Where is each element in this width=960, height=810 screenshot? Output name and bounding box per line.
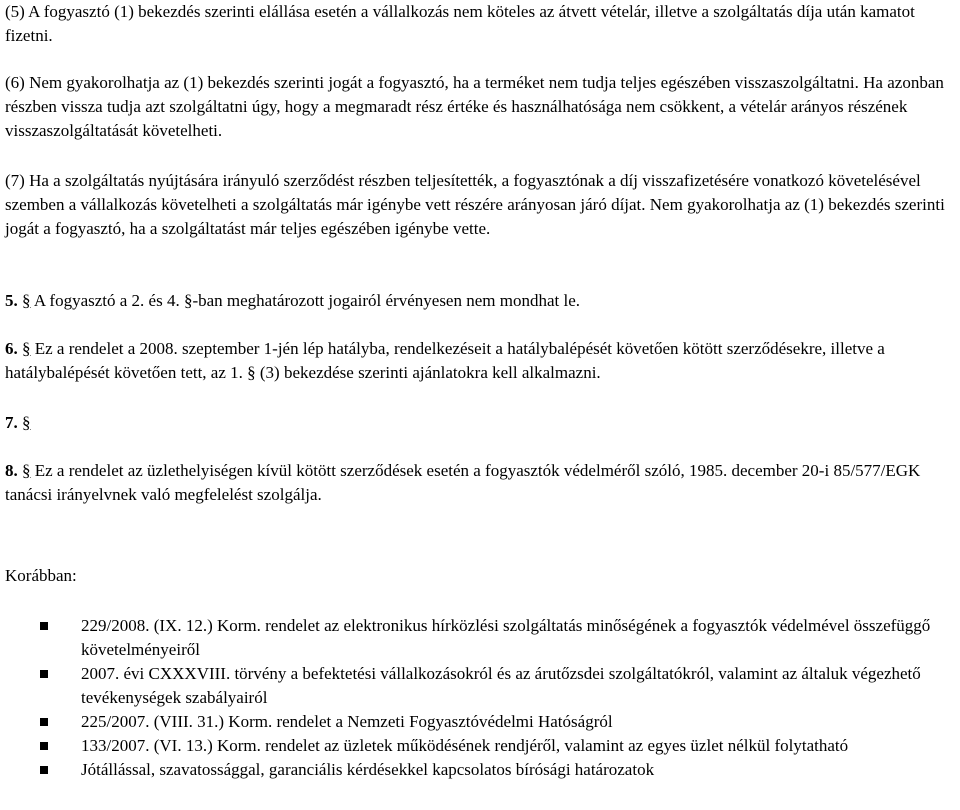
paragraph-6: (6) Nem gyakorolhatja az (1) bekezdés szerinti jogát a fogyasztó, ha a terméket nem tudja teljes egészében visszaszolgáltatni. Ha azonban részben vissza tudja azt szolgáltatni úgy, hogy a megmaradt rész értéke és használhatósága nem csökkent, a vételár arányos részének visszaszolgáltatását követelheti. <box>5 73 944 140</box>
section-5-text: A fogyasztó a 2. és 4. §-ban meghatározott jogairól érvényesen nem mondhat le. <box>33 291 581 310</box>
section-7-number: 7. <box>5 413 18 432</box>
section-6-number: 6. <box>5 339 18 358</box>
paragraph-5: (5) A fogyasztó (1) bekezdés szerinti elállása esetén a vállalkozás nem köteles az átvett vételár, illetve a szolgáltatás díja után kamatot fizetni. <box>5 2 915 45</box>
related-document-link[interactable]: 225/2007. (VIII. 31.) Korm. rendelet a Nemzeti Fogyasztóvédelmi Hatóságról <box>81 712 613 731</box>
related-document-link[interactable]: 2007. évi CXXXVIII. törvény a befektetési vállalkozásokról és az árutőzsdei szolgáltatókról, valamint az általuk végezhető tevékenységek szabályairól <box>81 664 921 707</box>
related-document-item <box>5 734 955 758</box>
related-document-item <box>5 758 955 782</box>
section-7-sign-link[interactable]: § <box>22 413 31 432</box>
related-document-link[interactable]: 229/2008. (IX. 12.) Korm. rendelet az elektronikus hírközlési szolgáltatás minőségének a fogyasztók védelmével összefüggő követelményeiről <box>81 616 931 659</box>
related-document-item <box>5 614 955 662</box>
square-bullet-icon <box>40 766 48 774</box>
section-5-number: 5. <box>5 291 18 310</box>
section-6-text: Ez a rendelet a 2008. szeptember 1-jén lép hatályba, rendelkezéseit a hatálybalépését követően kötött szerződésekre, illetve a hatálybalépését követően tett, az 1. § (3) bekezdése szerinti ajánlatokra kell alkalmazni. <box>5 339 885 382</box>
square-bullet-icon <box>40 670 48 678</box>
section-5 <box>5 289 955 313</box>
korabban-heading: Korábban: <box>5 566 77 585</box>
section-6 <box>5 337 955 385</box>
section-8-sign-link[interactable]: § <box>22 461 31 480</box>
related-document-item <box>5 662 955 710</box>
section-7 <box>5 411 955 435</box>
square-bullet-icon <box>40 718 48 726</box>
square-bullet-icon <box>40 622 48 630</box>
square-bullet-icon <box>40 742 48 750</box>
related-document-link[interactable]: 133/2007. (VI. 13.) Korm. rendelet az üzletek működésének rendjéről, valamint az egyes üzlet nélkül folytatható <box>81 736 849 755</box>
section-8-text: Ez a rendelet az üzlethelyiségen kívül kötött szerződések esetén a fogyasztók védelméről szóló, 1985. december 20-i 85/577/EGK tanácsi irányelvnek való megfelelést szolgálja. <box>5 461 921 504</box>
section-8 <box>5 459 955 507</box>
section-5-sign-link[interactable]: § <box>22 291 31 310</box>
related-document-link[interactable]: Jótállással, szavatossággal, garanciális kérdésekkel kapcsolatos bírósági határozatok <box>81 760 655 779</box>
section-6-sign-link[interactable]: § <box>22 339 31 358</box>
related-document-item <box>5 710 955 734</box>
related-documents-list <box>5 614 955 782</box>
section-8-number: 8. <box>5 461 18 480</box>
paragraph-7: (7) Ha a szolgáltatás nyújtására irányuló szerződést részben teljesítették, a fogyasztónak a díj visszafizetésére vonatkozó követelésével szemben a vállalkozás követelheti a szolgáltatás már igénybe vett részére arányosan járó díjat. Nem gyakorolhatja az (1) bekezdés szerinti jogát a fogyasztó, ha a szolgáltatást már teljes egészében igénybe vette. <box>5 171 945 238</box>
